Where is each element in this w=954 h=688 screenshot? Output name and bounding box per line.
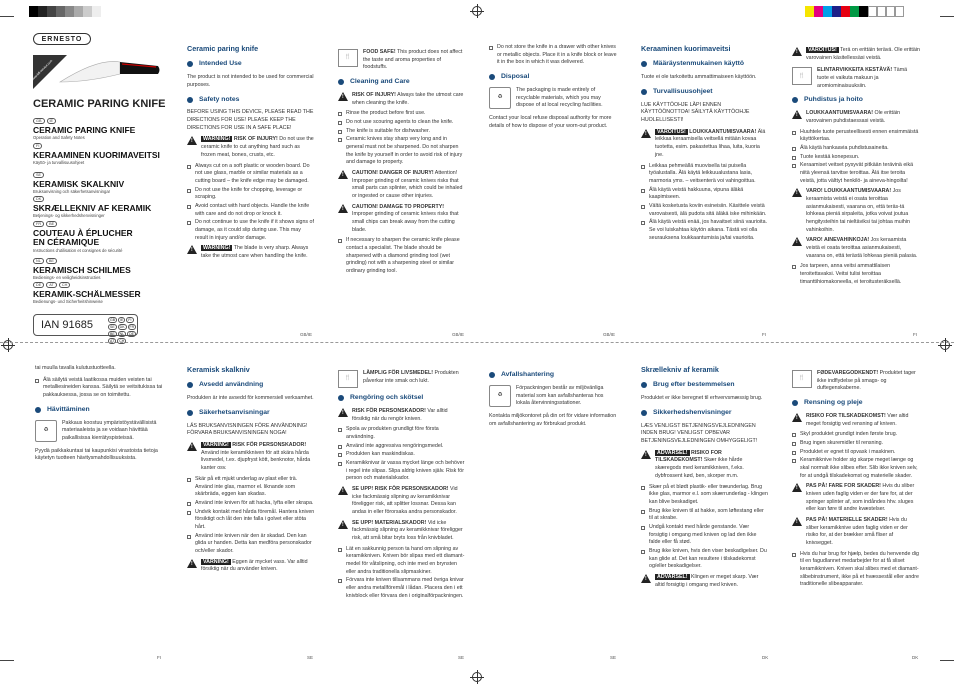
bullet-icon: [187, 97, 193, 103]
warning-icon: [641, 450, 651, 459]
list-item: Älä säilytä veistä laatikossa muiden veisten tai metalliesineiden kanssa. Säilytä se veitsitukissa tai pakkauksessa, jossa se on toimitettu.: [35, 377, 163, 400]
dk-safety-heading: Sikkerhedshenvisninger: [641, 408, 769, 418]
lang-block-de: DE AT CH KERAMIK-SCHÄLMESSER Bedienungs- und Sicherheitshinweise: [33, 283, 141, 305]
fold-line: [0, 342, 954, 343]
warning-icon: [338, 204, 348, 213]
banner-text: www.lidl-service.com: [30, 58, 54, 82]
warning-icon: [641, 129, 651, 138]
bullet-icon: [641, 382, 647, 388]
list-item: Ceramic knives stay sharp very long and in general must not be sharpened. Do not sharpen the knife by yourself in order to avoid risk of injury and damage to property.: [338, 136, 466, 167]
lang-block-fi: FI KERAAMINEN KUORIMAVEITSI Käyttö- ja turvallisuusohjeet: [33, 144, 160, 166]
warning-icon: [338, 92, 348, 101]
se-intended-heading: Avsedd användning: [187, 380, 315, 390]
list-item: Keramikknivar är vassa mycket länge och behöver i regel inte slipas. Slipa aldrig kniven själv. Risk för person och materialskador.: [338, 460, 466, 483]
dk-clean-warning-2: ! PAS PÅ! FARE FOR SKADER! Hvis du sliber kniven uden faglig viden er der fare for, at der springer splinter af, som indåndes hhv. sluges eller kan føre til andre kvæstelser.: [792, 483, 920, 514]
lang-block-fr: FR BE COUTEAU À ÉPLUCHER EN CÉRAMIQUE Instructions d'utilisation et consignes de sécurité: [33, 222, 133, 253]
list-item: Do not use scouring agents to clean the knife.: [338, 119, 466, 127]
dk-clean-warning-1: ! RISIKO FOR TILSKADEKOMST! Vær altid meget forsigtig ved rensning af kniven.: [792, 413, 920, 428]
page-footer: FI: [762, 332, 766, 337]
gb-column-1: [187, 44, 315, 334]
warning-icon: [187, 136, 197, 145]
registration-mark-icon: [472, 672, 482, 682]
food-safe-icon: 🍴: [792, 67, 812, 85]
gb-disposal-heading: Disposal: [489, 72, 617, 82]
list-item: Tuote kestää konepesun.: [792, 154, 920, 162]
list-item: Do not continue to use the knife if it shows signs of damage, as it could slip during use. This may result in injury and/or damage.: [187, 219, 315, 242]
list-item: Brug ikke kniven, hvis den viser beskadigelser. Du kan glide af. Det kan resultere i tilskadekomst og/eller beskadigelser.: [641, 548, 769, 571]
fi-safety-heading: Turvallisuusohjeet: [641, 87, 769, 97]
bullet-icon: [792, 400, 798, 406]
warning-icon: [792, 237, 802, 246]
bullet-icon: [338, 395, 344, 401]
cmyk-color-bar: [805, 6, 904, 17]
brand-logo: ERNESTO: [33, 33, 91, 45]
crop-mark: [940, 16, 954, 17]
dk-column-1: [641, 365, 769, 655]
list-item: Do not store the knife in a drawer with other knives or metallic objects. Place it in a knife block or leave it in the box in which it was delivered.: [489, 44, 617, 67]
lang-block-gb: GB IE CERAMIC PARING KNIFE Operation and Safety Notes: [33, 119, 136, 141]
se-clean-warning-1: ! RISK FÖR PERSONSKADOR! Var alltid försiktig när du rengör kniven.: [338, 408, 466, 423]
list-item: Always cut on a soft plastic or wooden board. Do not use glass, marble or similar materials as a cutting board – the knife edge may be damaged.: [187, 163, 315, 186]
warning-icon: [792, 110, 802, 119]
fi-column-3: [35, 365, 163, 655]
se-clean-warning-2: ! SE UPP! RISK FÖR PERSONSKADOR! Vid icke fackmässig slipning av keramikknivar föreligger risk, att splitter lossnar. Dessa kan andas in eller förorsaka andra personskador.: [338, 486, 466, 517]
list-item: Älä käytä veistä hakkuuna, vipuna äläkä kaapimiseen.: [641, 187, 769, 202]
bullet-icon: [641, 410, 647, 416]
fi-disposal-box: ♻ Pakkaus koostuu ympäristöystävällisistä materiaaleista ja se voidaan hävittää paikallisissa kierrätyspisteissä.: [35, 420, 163, 443]
fi-clean-warning-3: ! VARO! AINEVAHINKOJA! Jos keraamista veistä ei osata teroittaa asianmukaisesti, vaarana on, että terästä lohkeaa pieniä palasia.: [792, 237, 920, 260]
recycle-icon: ♻: [489, 385, 511, 407]
gb-disposal-box: ♻ The packaging is made entirely of recyclable materials, which you may dispose of at local recycling facilities.: [489, 87, 617, 110]
se-disposal-box: ♻ Förpackningen består av miljövänliga material som kan avfallshanteras hos lokala återvinningsstationer.: [489, 385, 617, 408]
crop-mark: [940, 660, 954, 661]
bullet-icon: [489, 372, 495, 378]
cover-title: CERAMIC PARING KNIFE: [33, 98, 166, 110]
dk-warning-2: ! ADVARSEL! Klingen er meget skarp. Vær altid forsigtig i omgang med kniven.: [641, 574, 769, 589]
gb-food-safe: 🍴 FOOD SAFE! This product does not affect the taste and aroma properties of foodstuffs.: [338, 49, 466, 72]
dk-cleaning-heading: Rensning og pleje: [792, 398, 920, 408]
page-footer: DK: [762, 655, 769, 660]
ian-number: IAN 91685: [33, 314, 138, 336]
lang-block-dk: DK SKRÆLLEKNIV AF KERAMIK Betjenings- og sikkerhedshenvisninger: [33, 197, 152, 219]
list-item: Förvara inte kniven tillsammans med övriga knivar eller andra metallföremål i lådan. Placera den i ett knivblock eller förvara den i originalförpackningen.: [338, 577, 466, 600]
ian-flags: GB IE FI SE DK FR BE NL DE AT CH: [110, 318, 135, 343]
recycle-icon: ♻: [35, 420, 57, 442]
bullet-icon: [338, 79, 344, 85]
gb-column-2: [338, 44, 466, 334]
dk-warning-1: ! ADVARSEL! RISIKO FOR TILSKADEKOMST! Skær ikke hårde skæregods med keramikkniven, f.eks. dybfrossent kød, ben, skorper m.m.: [641, 450, 769, 481]
warning-icon: [187, 245, 197, 254]
dk-intended-text: Produktet er ikke beregnet til erhvervsmæssig brug.: [641, 395, 763, 402]
fi-intended-text: Tuote ei ole tarkoitettu ammattimaiseen käyttöön.: [641, 74, 757, 81]
list-item: Do not use the knife for chopping, leverage or scraping.: [187, 187, 315, 202]
warning-icon: [641, 574, 651, 583]
fi-column-2: [792, 44, 920, 334]
warning-icon: [792, 483, 802, 492]
se-food-safe: 🍴 LÄMPLIG FÖR LIVSMEDEL! Produkten påverkar inte smak och lukt.: [338, 370, 466, 388]
list-item: Rinse the product before first use.: [338, 110, 466, 118]
bullet-icon: [187, 61, 193, 67]
fi-title: Keraaminen kuorimaveitsi: [641, 44, 731, 53]
fi-intended-heading: Määräystenmukainen käyttö: [641, 59, 769, 69]
page-footer: SE: [610, 655, 617, 660]
dk-safety-text: LÆS VENLIGST BETJENINGSVEJLEDNINGEN INDEN BRUG! VENLIGST OPBEVAR BETJENINGSVEJLEDNINGEN OMHYGGELIGT!: [641, 422, 758, 445]
se-title: Keramisk skalkniv: [187, 365, 250, 374]
se-intended-text: Produkten är inte avsedd för kommersiell verksamhet.: [187, 395, 314, 402]
warning-icon: [792, 47, 802, 56]
list-item: Skär på ett mjukt underlag av plast eller trä. Använd inte glas, marmor el. liknande som skärbräda, eggen kan skadas.: [187, 476, 315, 499]
bullet-icon: [641, 61, 647, 67]
se-safety-text: LÄS BRUKSANVISNINGEN FÖRE ANVÄNDNING! FÖRVARA BRUKSANVISNINGEN NOGA!: [187, 422, 308, 437]
warning-icon: [187, 559, 197, 568]
warning-icon: [338, 170, 348, 179]
bullet-icon: [792, 97, 798, 103]
knife-illustration: [58, 52, 162, 94]
list-item: Skyl produktet grundigt inden første brug.: [792, 431, 920, 439]
list-item: Skær på et blødt plastik- eller træunderlag. Brug ikke glas, marmor e.l. som skærrunderlag - klingen kan blive beskadiget.: [641, 484, 769, 507]
crop-mark: [0, 16, 14, 17]
gb-intended-heading: Intended Use: [187, 59, 315, 69]
se-disposal-heading: Avfallshantering: [489, 370, 617, 380]
fi-disposal-text: Pyydä paikkakuntasi tai kaupunkisi virastoista tietoja käytetyn tuotteen hävitysmahdollisuuksista.: [35, 447, 158, 462]
dk-title: Skrællekniv af keramik: [641, 365, 719, 374]
se-column-2: [338, 365, 466, 655]
gb-clean-warning-2: ! CAUTION! DANGER OF INJURY! Attention! Improper grinding of ceramic knives risks that small parts can splinter, which could be inhaled or ingested or cause other injuries.: [338, 170, 466, 201]
se-clean-warning-3: ! SE UPP! MATERIALSKADOR! Vid icke fackmässig slipning av keramikknivar föreligger risk, att små bitar bryts loss från knivbladet.: [338, 520, 466, 543]
list-item: Älä käytä hankaavia puhdistusaineita.: [792, 145, 920, 153]
se-column-1: [187, 365, 315, 655]
list-item: Brug ingen skuremidler til rensning.: [792, 440, 920, 448]
warning-icon: [792, 413, 802, 422]
fi-food-safe: 🍴 ELINTARVIKKEITA KESTÄVÄ! Tämä tuote ei vaikuta makuun ja aromiominaisuuksiin.: [792, 67, 920, 90]
se-warning-2: ! VARNING! Eggen är mycket vass. Var alltid försiktig när du använder kniven.: [187, 559, 315, 574]
gb-warning-1: ! WARNING! RISK OF INJURY! Do not use the ceramic knife to cut anything hard such as frozen meat, bones, crusts, etc.: [187, 136, 315, 159]
recycle-icon: ♻: [489, 87, 511, 109]
lang-block-se: SE KERAMISK SKALKNIV Bruksanvisning och säkerhetsanvisningar: [33, 173, 125, 195]
list-item: Avoid contact with hard objects. Handle the knife with care and do not drop or knock it.: [187, 203, 315, 218]
list-item: Jos tarpeen, anna veitsi ammattilaisen teroitettavaksi. Veitsi tulisi teroittaa timanttihiomakoneella, ei teroitusteräksellä.: [792, 263, 920, 286]
page-footer: GB/IE: [603, 332, 616, 337]
food-safe-icon: 🍴: [792, 370, 812, 388]
list-item: Använd inte aggressiva rengöringsmedel.: [338, 443, 466, 451]
bullet-icon: [641, 89, 647, 95]
fi-column-1: [641, 44, 769, 334]
se-warning-1: ! VARNING! RISK FÖR PERSONSKADOR! Använd inte keramikkniven för att skära hårda livsmedel, t.ex. djupfryst kött, benknotor, hårda kanter osv.: [187, 442, 315, 473]
warning-icon: [338, 408, 348, 417]
list-item: Huuhtele tuote perusteellisesti ennen ensimmäistä käyttökertaa.: [792, 129, 920, 144]
fi-safety-text: LUE KÄYTTÖOHJE LÄPI ENNEN KÄYTTÖÖNOTTOA! SÄILYTÄ KÄYTTÖOHJE HUOLELLISESTI!: [641, 101, 750, 124]
list-item: Undvik kontakt med hårda föremål. Hantera kniven försiktigt och låt den inte falla i golvet eller stöta hårt.: [187, 509, 315, 532]
list-item: Använd inte kniven för att hacka, lyfta eller skrapa.: [187, 500, 315, 508]
list-item: Lät en sakkunnig person ta hand om slipning av keramikkniven. Kniven bör slipas med ett diamant-medel för våtslipning, och inte med en brynsten eller andra traditionella slipmaskiner.: [338, 546, 466, 577]
bullet-icon: [35, 407, 41, 413]
fi-disposal-heading: Hävittäminen: [35, 405, 163, 415]
fi-cleaning-heading: Puhdistus ja hoito: [792, 95, 920, 105]
gb-cleaning-heading: Cleaning and Care: [338, 77, 466, 87]
se-cleaning-heading: Rengöring och skötsel: [338, 393, 466, 403]
list-item: Keraamiset veitset pysyvät pitkään terävinä eikä niitä yleensä tarvitse teroittaa. Älä itse teroita veistä, jotta välttyt henkilö- ja aineva-hingoilta!: [792, 162, 920, 185]
list-item: Brug ikke kniven til at hakke, som løftestang eller til at skrabe.: [641, 508, 769, 523]
page-footer: SE: [307, 655, 314, 660]
gray-color-bar: [29, 6, 101, 17]
dk-column-2: [792, 365, 920, 655]
registration-mark-icon: [472, 6, 482, 16]
page-footer: GB/IE: [452, 332, 465, 337]
bullet-icon: [187, 382, 193, 388]
se-column-3: [489, 365, 617, 655]
fi-warning-2: ! VAROITUS! Terä on erittäin terävä. Ole erittäin varovainen käsitellessäsi veistä.: [792, 47, 920, 62]
dk-clean-warning-3: ! PAS PÅ! MATERIELLE SKADER! Hvis du sliber keramikknive uden faglig viden er der risiko for, at der brækker små fliser af knivsegget.: [792, 517, 920, 548]
page-footer: DK: [912, 655, 919, 660]
list-item: Älä käytä veistä enää, jos havaitset siinä vaurioita. Se voi luiskahtaa käytön aikana. Tästä voi olla seurauksena loukkaantumisia ja/tai vaurioita.: [641, 219, 769, 242]
page-footer: FI: [157, 655, 161, 660]
gb-title: Ceramic paring knife: [187, 44, 259, 53]
gb-clean-warning-3: ! CAUTION! DAMAGE TO PROPERTY! Improper grinding of ceramic knives risks that small chips can break away from the cutting blade.: [338, 204, 466, 235]
list-item: Produktet er egnet til opvask i maskinen.: [792, 449, 920, 457]
fi-warning-1: ! VAROITUS! LOUKKAANTUMISVAARA! Älä leikkaa keraamisella veitsellä mitään kovaa tuotetta, esim. pakastettua lihaa, luita, kuoria jne.: [641, 129, 769, 160]
warning-icon: [792, 188, 802, 197]
gb-column-3: [489, 44, 617, 334]
bullet-icon: [489, 74, 495, 80]
gb-safety-heading: Safety notes: [187, 95, 315, 105]
fi-cont-text: tai muulla tavalla kulutustuotteella.: [35, 365, 116, 371]
warning-icon: [187, 442, 197, 451]
fi-clean-warning-2: ! VARO! LOUKKAANTUMISVAARA! Jos keraamista veistä ei osata teroittaa asianmukaisesti, vaarana on, että teräs-tä lohkeaa pieniä sirpaleita, jotka voivat joutua hengitysteihin tai nieltäviksi tai johtaa muihin vahinkoihin.: [792, 188, 920, 234]
crop-mark: [0, 660, 14, 661]
list-item: Undgå kontakt med hårde genstande. Vær forsigtig i omgang med kniven og lad den ikke falde eller få stød.: [641, 524, 769, 547]
warning-icon: [338, 486, 348, 495]
list-item: If necessary to sharpen the ceramic knife please contact a specialist. The blade should be sharpened with a diamond grinding tool (wet grinding) not with a sharpening steel or similar ordinary grinding tool.: [338, 237, 466, 275]
warning-icon: [792, 517, 802, 526]
dk-food-safe: 🍴 FØDEVAREGODKENDT! Produktet tager ikke indflydelse på smags- og duftegenskaberne.: [792, 370, 920, 393]
food-safe-icon: 🍴: [338, 49, 358, 67]
dk-intended-heading: Brug efter bestemmelsen: [641, 380, 769, 390]
page-footer: GB/IE: [300, 332, 313, 337]
list-item: Keramikknive holder sig skarpe meget længe og skal normalt ikke slibes efter. Slib ikke kniven selv, for at undgå tilskadekomst og materielle skader.: [792, 457, 920, 480]
se-disposal-text: Kontakta miljökontoret på din ort för vidare information om avfallshantering av förbrukad produkt.: [489, 412, 617, 427]
se-safety-heading: Säkerhetsanvisningar: [187, 408, 315, 418]
gb-disposal-text: Contact your local refuse disposal authority for more details of how to dispose of your worn-out product.: [489, 114, 612, 129]
gb-warning-2: ! WARNING! The blade is very sharp. Always take the utmost care when handling the knife.: [187, 245, 315, 260]
fi-clean-warning-1: ! LOUKKAANTUMISVAARA! Ole erittäin varovainen puhdistaessasi veistä.: [792, 110, 920, 125]
lang-block-nl: NL BE KERAMISCH SCHILMES Bedienings- en veiligheidsinstructies: [33, 259, 131, 281]
page-footer: SE: [458, 655, 465, 660]
list-item: Spola av produkten grundligt före första användning.: [338, 426, 466, 441]
list-item: Använd inte kniven när den är skadad. Den kan glida ur handen. Detta kan medföra personskador och/eller skador.: [187, 533, 315, 556]
gb-clean-warning-1: ! RISK OF INJURY! Always take the utmost care when cleaning the knife.: [338, 92, 466, 107]
page-footer: FI: [913, 332, 917, 337]
list-item: Hvis du har brug for hjælp, bedes du henvende dig til en fagudlannet medarbejder for at få sliset keramikkniven. Kniven skal slibes med et diamant-slibebinstrument, ikke på et hvæssestål eller andre traditionelle slibeapparater.: [792, 551, 920, 589]
bullet-icon: [187, 410, 193, 416]
list-item: Vältä kosketusta koviin esineisiin. Käsittele veistä varovaisesti, älä pudota sitä äläkä iske mihinkään.: [641, 203, 769, 218]
list-item: Produkten kan maskindiskas.: [338, 451, 466, 459]
food-safe-icon: 🍴: [338, 370, 358, 388]
list-item: Leikkaa pehmeällä muovisella tai puisella työalustalla. Älä käytä leikkuualustana lasia, marmoria yms. – veitsenterä voi vahingoittua.: [641, 163, 769, 186]
list-item: The knife is suitable for dishwasher.: [338, 128, 466, 136]
gb-safety-text: BEFORE USING THIS DEVICE, PLEASE READ THE DIRECTIONS FOR USE! PLEASE KEEP THE DIRECTIONS FOR USE IN A SAFE PLACE!: [187, 109, 314, 131]
warning-icon: [338, 520, 348, 529]
gb-intended-text: The product is not intended to be used for commercial purposes.: [187, 74, 314, 88]
